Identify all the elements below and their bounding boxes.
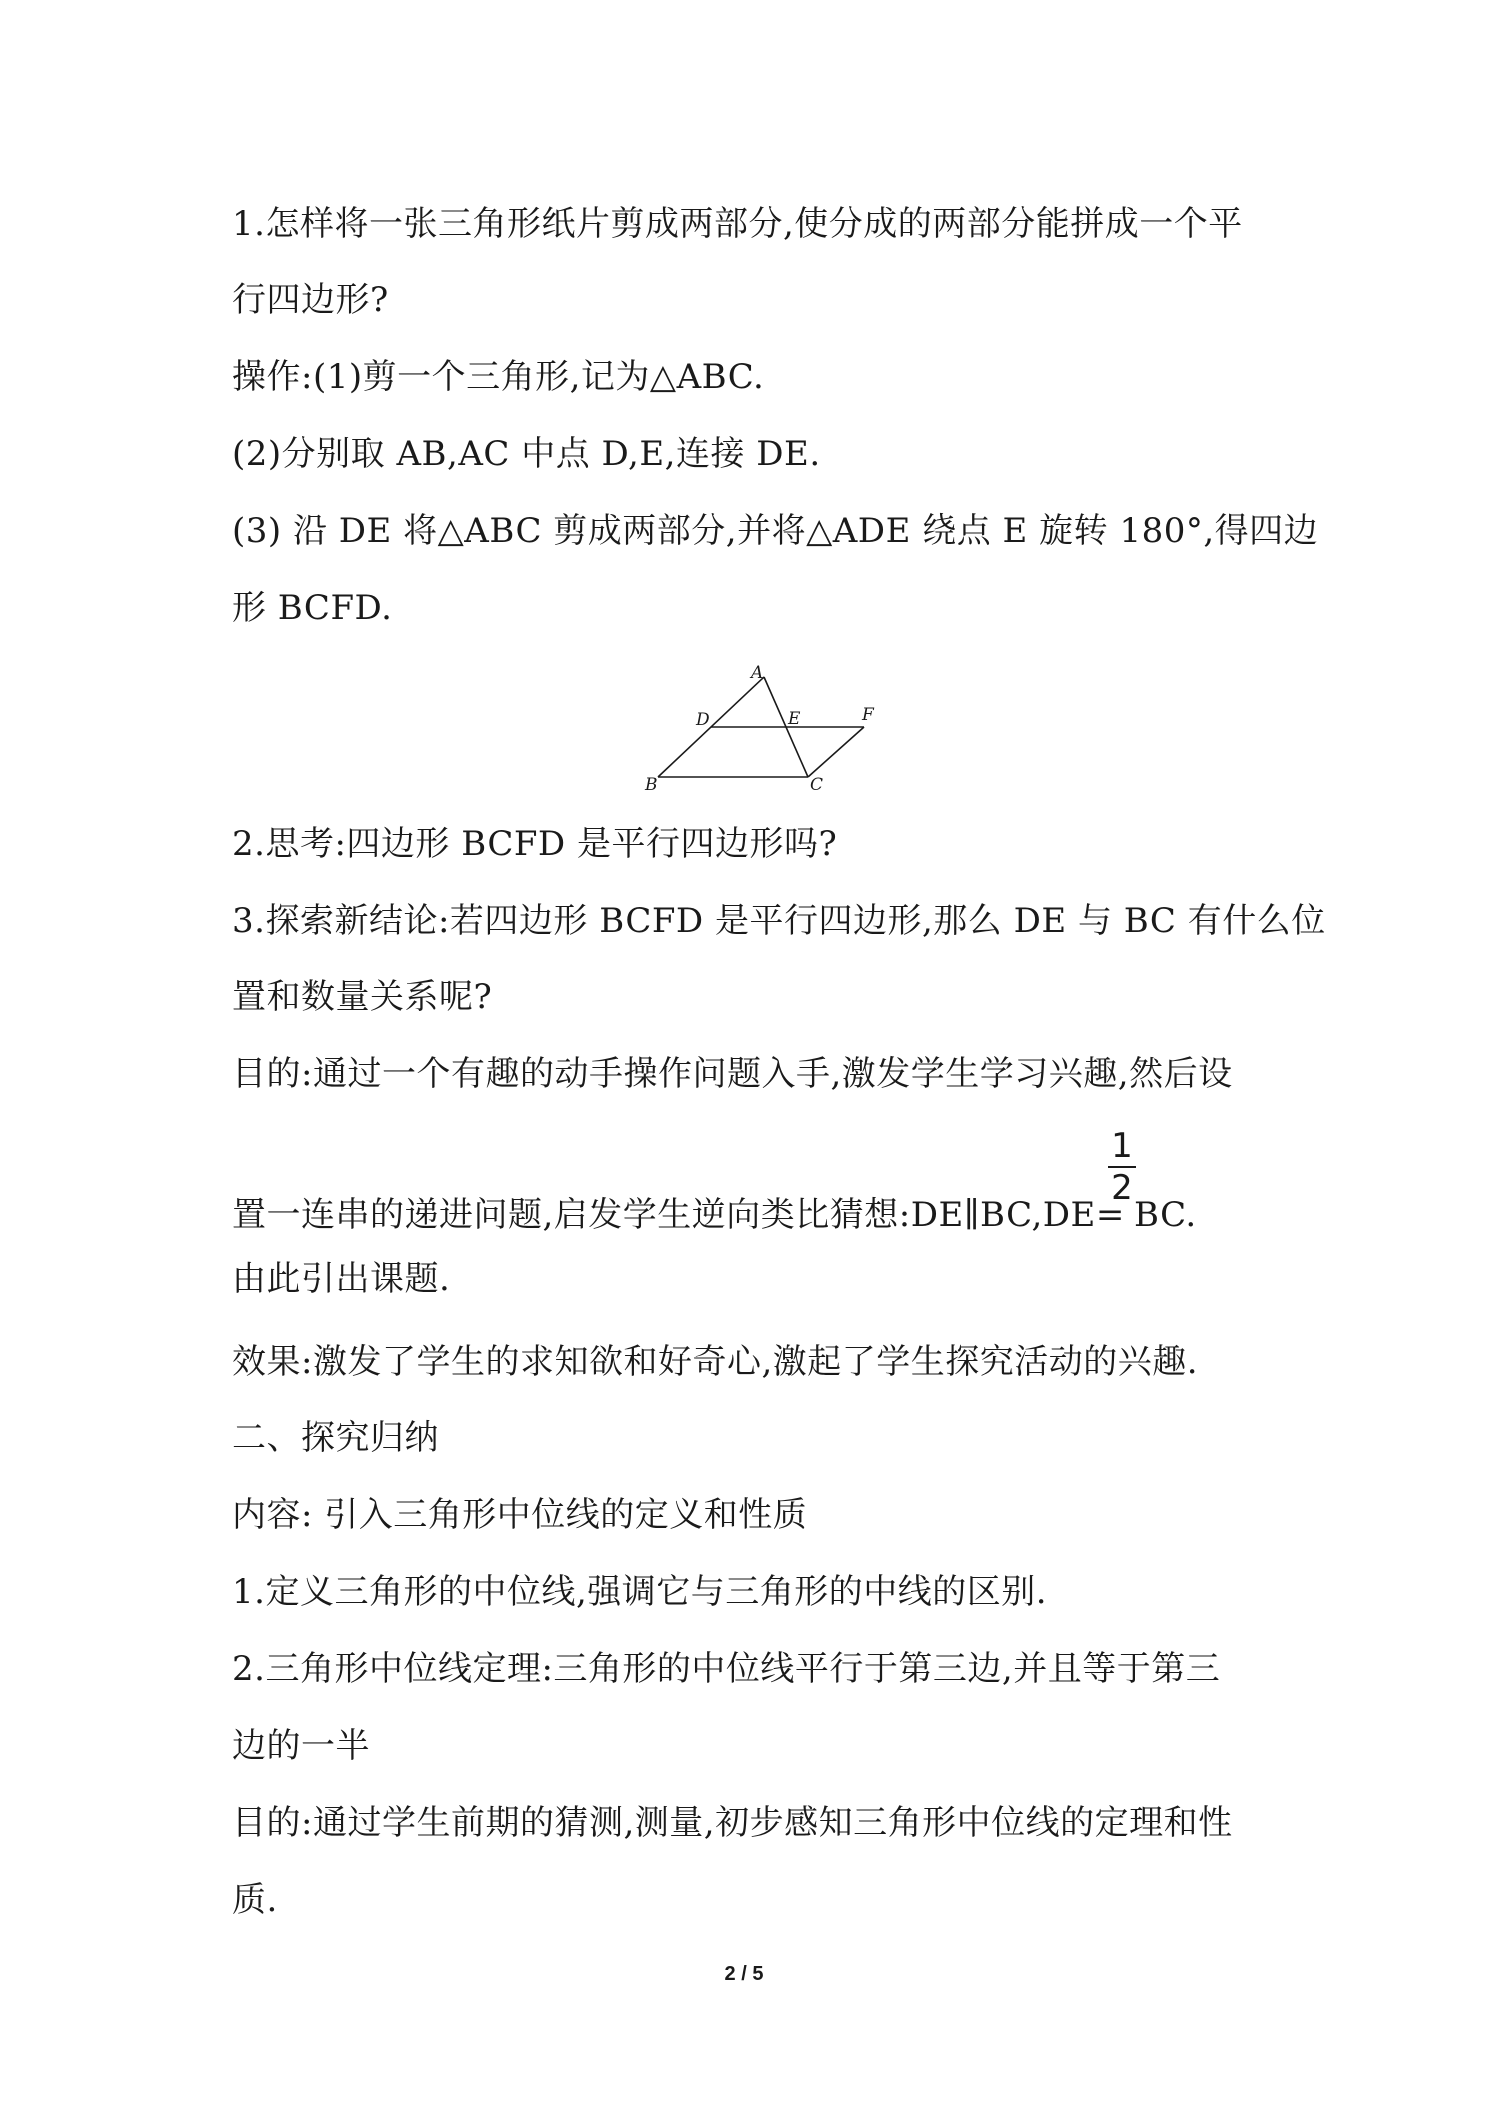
fraction-suffix: BC. (1134, 1195, 1197, 1235)
edge-fc (808, 727, 864, 777)
text-line-2: 行四边形? (232, 280, 389, 320)
text-line-8: 3.探索新结论:若四边形 BCFD 是平行四边形,那么 DE 与 BC 有什么位 (232, 901, 1326, 941)
text-line-18: 边的一半 (232, 1726, 370, 1766)
label-c: C (810, 775, 824, 794)
label-b: B (645, 775, 658, 794)
text-line-12: 由此引出课题. (232, 1259, 451, 1299)
fraction-numerator: 1 (1111, 1126, 1133, 1166)
text-line-15: 内容: 引入三角形中位线的定义和性质 (232, 1495, 808, 1535)
label-a: A (751, 663, 764, 683)
triangle-parallelogram-figure (640, 662, 890, 794)
text-line-13: 效果:激发了学生的求知欲和好奇心,激起了学生探究活动的兴趣. (232, 1342, 1199, 1382)
text-line-11: 置一连串的递进问题,启发学生逆向类比猜想:DE∥BC,DE= (232, 1195, 1125, 1235)
text-line-9: 置和数量关系呢? (232, 977, 493, 1017)
text-line-17: 2.三角形中位线定理:三角形的中位线平行于第三边,并且等于第三 (232, 1649, 1221, 1689)
text-line-3: 操作:(1)剪一个三角形,记为△ABC. (232, 357, 765, 397)
text-line-6: 形 BCFD. (232, 588, 393, 628)
text-line-19: 目的:通过学生前期的猜测,测量,初步感知三角形中位线的定理和性 (232, 1803, 1233, 1843)
text-line-10: 目的:通过一个有趣的动手操作问题入手,激发学生学习兴趣,然后设 (232, 1054, 1233, 1094)
text-line-7: 2.思考:四边形 BCFD 是平行四边形吗? (232, 824, 838, 864)
page-number: 2 / 5 (724, 1963, 764, 1985)
label-f: F (862, 705, 874, 725)
fraction-denominator: 2 (1111, 1168, 1133, 1208)
label-e: E (788, 709, 801, 729)
text-line-5: (3) 沿 DE 将△ABC 剪成两部分,并将△ADE 绕点 E 旋转 180°,得四边 (232, 511, 1319, 551)
text-line-1: 1.怎样将一张三角形纸片剪成两部分,使分成的两部分能拼成一个平 (232, 204, 1243, 244)
section-heading: 二、探究归纳 (232, 1418, 439, 1458)
text-line-20: 质. (232, 1880, 278, 1920)
label-d: D (696, 710, 710, 730)
text-line-16: 1.定义三角形的中位线,强调它与三角形的中线的区别. (232, 1572, 1048, 1612)
text-line-4: (2)分别取 AB,AC 中点 D,E,连接 DE. (232, 434, 821, 474)
